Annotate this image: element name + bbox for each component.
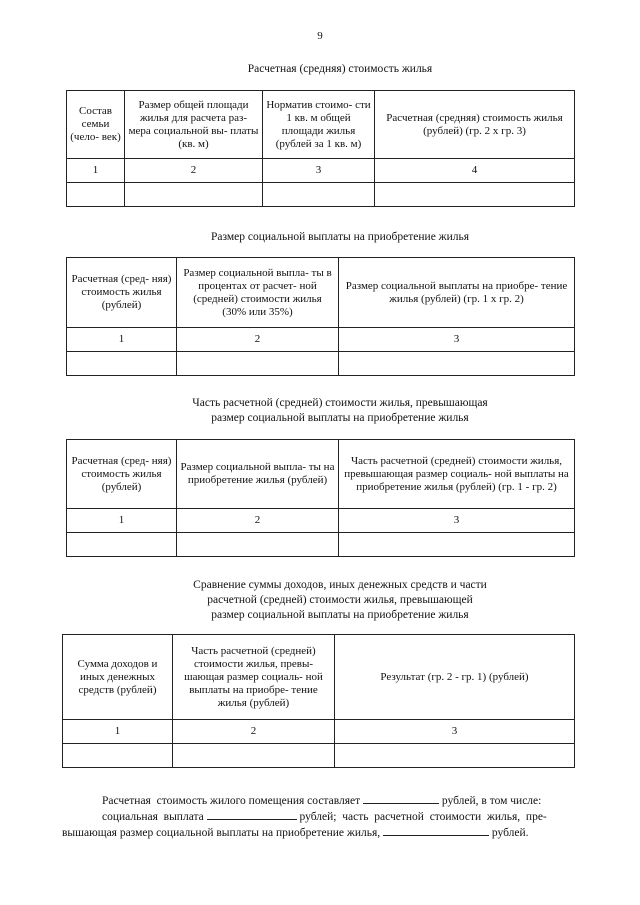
section4-title-line: расчетной (средней) стоимости жилья, превышающей [207, 594, 473, 606]
header-excess-part: Часть расчетной (средней) стоимости жилья, превы- шающая размер социаль- ной выплаты на приобре- тение жилья (рублей) [173, 635, 335, 720]
empty-cell[interactable] [173, 744, 335, 768]
section3-title [60, 396, 620, 426]
column-number: 1 [67, 509, 177, 533]
summary-line [62, 809, 600, 825]
social-payment-table [66, 257, 575, 376]
section2-title-text: Размер социальной выплаты на приобретение жилья [210, 231, 470, 243]
table-number-row [67, 159, 575, 183]
summary-text: рублей; часть расчетной стоимости жилья, пре- [299, 811, 547, 823]
header-estimated-cost: Расчетная (средняя) стоимость жилья (рублей) (гр. 2 х гр. 3) [375, 91, 575, 159]
column-number: 1 [67, 159, 125, 183]
table-empty-row [63, 744, 575, 768]
section4-title-line: размер социальной выплаты на приобретение жилья [211, 609, 469, 621]
table-empty-row [67, 352, 575, 376]
header-estimated-cost: Расчетная (сред- няя) стоимость жилья (рублей) [67, 258, 177, 328]
empty-cell[interactable] [339, 533, 575, 557]
column-number: 2 [173, 720, 335, 744]
column-number: 2 [177, 328, 339, 352]
empty-cell[interactable] [67, 352, 177, 376]
section4-title-line: Сравнение суммы доходов, иных денежных средств и части [193, 579, 487, 591]
total-cost-blank[interactable] [363, 793, 439, 804]
section1-title [60, 62, 620, 77]
table-header-row [67, 258, 575, 328]
header-income-sum: Сумма доходов и иных денежных средств (рублей) [63, 635, 173, 720]
page-number: 9 [317, 30, 323, 42]
header-payment-amount: Размер социальной выпла- ты на приобретение жилья (рублей) [177, 440, 339, 509]
empty-cell[interactable] [177, 533, 339, 557]
summary-paragraph [62, 793, 600, 841]
section4-title [60, 578, 620, 623]
summary-text: социальная выплата [102, 811, 204, 823]
empty-cell[interactable] [67, 533, 177, 557]
column-number: 3 [339, 328, 575, 352]
empty-cell[interactable] [263, 183, 375, 207]
empty-cell[interactable] [339, 352, 575, 376]
table-header-row [67, 440, 575, 509]
table-empty-row [67, 533, 575, 557]
summary-text: Расчетная стоимость жилого помещения составляет [102, 795, 361, 807]
excess-cost-table [66, 439, 575, 557]
section2-title [60, 230, 620, 245]
column-number: 1 [67, 328, 177, 352]
section1-title-text: Расчетная (средняя) стоимость жилья [247, 63, 433, 75]
header-area: Размер общей площади жилья для расчета раз- мера социальной вы- платы (кв. м) [125, 91, 263, 159]
header-norm-cost: Норматив стоимо- сти 1 кв. м общей площади жилья (рублей за 1 кв. м) [263, 91, 375, 159]
table-number-row [67, 328, 575, 352]
column-number: 3 [335, 720, 575, 744]
column-number: 1 [63, 720, 173, 744]
table-empty-row [67, 183, 575, 207]
column-number: 4 [375, 159, 575, 183]
table-number-row [67, 509, 575, 533]
empty-cell[interactable] [335, 744, 575, 768]
header-result: Результат (гр. 2 - гр. 1) (рублей) [335, 635, 575, 720]
summary-line [62, 793, 600, 809]
empty-cell[interactable] [177, 352, 339, 376]
header-payment-percent: Размер социальной выпла- ты в процентах от расчет- ной (средней) стоимости жилья (30% или 35%) [177, 258, 339, 328]
summary-text: рублей, в том числе: [441, 795, 542, 807]
excess-part-blank[interactable] [383, 825, 489, 836]
cost-table [66, 90, 575, 207]
summary-text: рублей. [491, 827, 529, 839]
header-family-size: Состав семьи (чело- век) [67, 91, 125, 159]
table-header-row [63, 635, 575, 720]
table-header-row [67, 91, 575, 159]
column-number: 2 [177, 509, 339, 533]
empty-cell[interactable] [125, 183, 263, 207]
column-number: 3 [263, 159, 375, 183]
empty-cell[interactable] [67, 183, 125, 207]
empty-cell[interactable] [63, 744, 173, 768]
column-number: 3 [339, 509, 575, 533]
empty-cell[interactable] [375, 183, 575, 207]
summary-text: вышающая размер социальной выплаты на приобретение жилья, [62, 827, 381, 839]
section3-title-line: размер социальной выплаты на приобретение жилья [211, 412, 469, 424]
table-number-row [63, 720, 575, 744]
header-estimated-cost: Расчетная (сред- няя) стоимость жилья (рублей) [67, 440, 177, 509]
income-comparison-table [62, 634, 575, 768]
section3-title-line: Часть расчетной (средней) стоимости жилья, превышающая [192, 397, 488, 409]
social-payment-blank[interactable] [207, 809, 297, 820]
column-number: 2 [125, 159, 263, 183]
header-payment-amount: Размер социальной выплаты на приобре- тение жилья (рублей) (гр. 1 х гр. 2) [339, 258, 575, 328]
header-excess-part: Часть расчетной (средней) стоимости жилья, превышающая размер социаль- ной выплаты на приобретение жилья (рублей) (гр. 1 - гр. 2) [339, 440, 575, 509]
summary-line [62, 825, 600, 841]
